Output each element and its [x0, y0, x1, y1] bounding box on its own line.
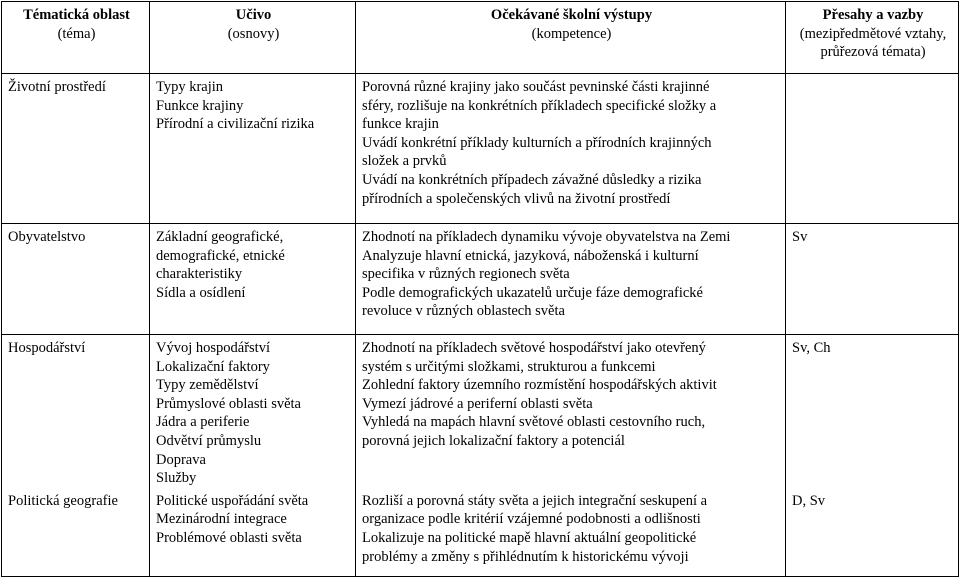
table-row	[2, 74, 959, 224]
outcomes-cell: Porovná různé krajiny jako součást pevninské části krajinné sféry, rozlišuje na konkrétních příkladech specifické složky a funkce krajin Uvádí konkrétní příklady kulturních a přírodních krajinných složek a prvků Uvádí na konkrétních případech závažné důsledky a rizika přírodních a společenských vlivů na životní prostředí	[356, 74, 786, 224]
curriculum-table	[1, 1, 959, 577]
header-curriculum: Učivo (osnovy)	[150, 2, 356, 74]
outcomes-cell: Zhodnotí na příkladech světové hospodářství jako otevřený systém s určitými složkami, strukturou a funkcemi Zohlední faktory územního rozmístění hospodářských aktivit Vymezí jádrové a periferní oblasti světa Vyhledá na mapách hlavní světové oblasti cestovního ruch, porovná jejich lokalizační faktory a potenciál	[356, 335, 786, 488]
links-cell: Sv, Ch	[786, 335, 959, 488]
topic-cell: Politická geografie	[2, 488, 150, 577]
curriculum-cell: Vývoj hospodářství Lokalizační faktory Typy zemědělství Průmyslové oblasti světa Jádra a periferie Odvětví průmyslu Doprava Služby	[150, 335, 356, 488]
header-outcomes: Očekávané školní výstupy (kompetence)	[356, 2, 786, 74]
curriculum-cell: Politické uspořádání světa Mezinárodní integrace Problémové oblasti světa	[150, 488, 356, 577]
table-row	[2, 488, 959, 577]
curriculum-cell: Typy krajin Funkce krajiny Přírodní a civilizační rizika	[150, 74, 356, 224]
table-header-row	[2, 2, 959, 74]
table-row	[2, 224, 959, 335]
outcomes-cell: Rozliší a porovná státy světa a jejich integrační seskupení a organizace podle kritérií vzájemné podobnosti a odlišnosti Lokalizuje na politické mapě hlavní aktuální geopolitické problémy a změny s přihlédnutím k historickému vývoji	[356, 488, 786, 577]
links-cell: D, Sv	[786, 488, 959, 577]
links-cell: Sv	[786, 224, 959, 335]
topic-cell: Obyvatelstvo	[2, 224, 150, 335]
curriculum-cell: Základní geografické, demografické, etnické charakteristiky Sídla a osídlení	[150, 224, 356, 335]
header-topic: Tématická oblast (téma)	[2, 2, 150, 74]
topic-cell: Hospodářství	[2, 335, 150, 488]
links-cell	[786, 74, 959, 224]
outcomes-cell: Zhodnotí na příkladech dynamiku vývoje obyvatelstva na Zemi Analyzuje hlavní etnická, jazyková, náboženská i kulturní specifika v různých regionech světa Podle demografických ukazatelů určuje fáze demografické revoluce v různých oblastech světa	[356, 224, 786, 335]
header-links: Přesahy a vazby (mezipředmětové vztahy, průřezová témata)	[786, 2, 959, 74]
table-row	[2, 335, 959, 488]
topic-cell: Životní prostředí	[2, 74, 150, 224]
